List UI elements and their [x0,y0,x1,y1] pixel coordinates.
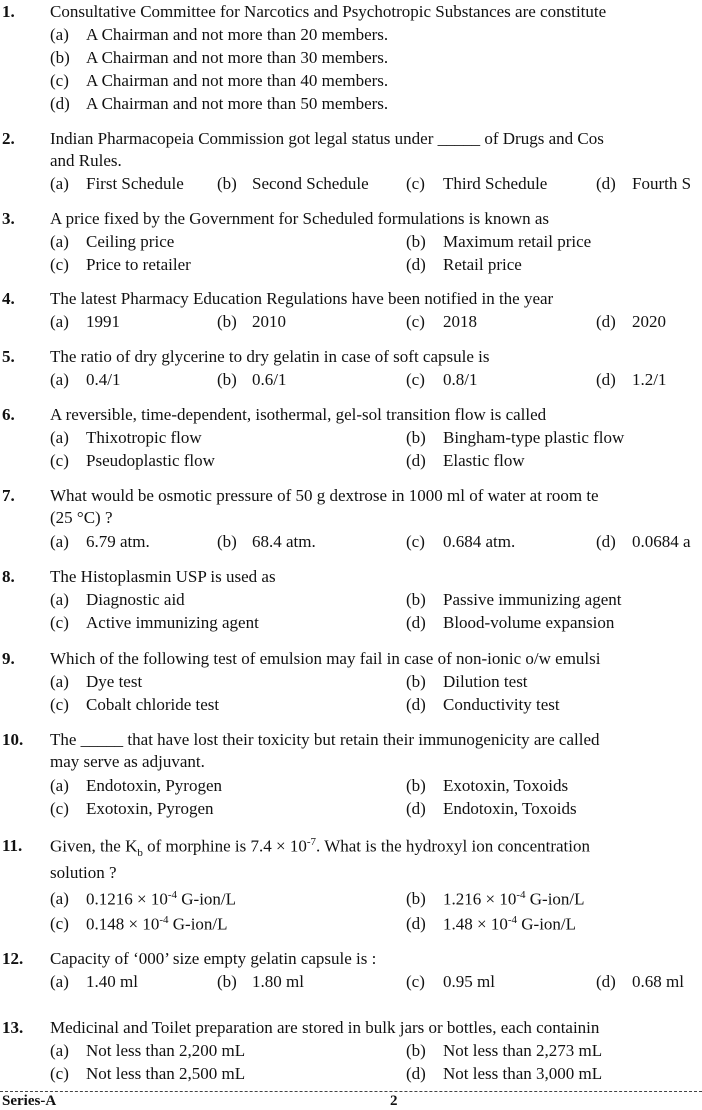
option-text: Conductivity test [443,695,560,714]
option-label: (b) [406,428,426,447]
option-text: 1.40 ml [86,972,138,991]
option-label: (b) [50,48,70,67]
option-text: Fourth S [632,174,692,193]
option-text: $1.216 \times 10^{-4}$ G-ion/L [443,889,585,909]
option-text: $0.148 \times 10^{-4}$ G-ion/L [86,914,228,934]
option-label: (b) [406,1041,426,1060]
option-label: (a) [50,590,69,609]
option-text: Not less than 2,200 mL [86,1041,246,1060]
option-text: Exotoxin, Toxoids [443,776,569,795]
question-number: 8. [2,567,15,586]
option-text: 2018 [443,312,477,331]
option-label: (d) [406,255,426,274]
option-text: Endotoxin, Toxoids [443,799,577,818]
option-text: Thixotropic flow [86,428,202,447]
option-text: $0.1216 \times 10^{-4}$ G-ion/L [86,889,237,909]
option-label: (b) [406,232,426,251]
option-text: 0.6/1 [252,370,287,389]
option-text: Exotoxin, Pyrogen [86,799,214,818]
option-text: 6.79 atm. [86,532,150,551]
option-text: First Schedule [86,174,184,193]
question-number: 10. [2,730,24,749]
question-stem: Capacity of ‘000’ size empty gelatin capsule is : [50,949,377,968]
option-text: A Chairman and not more than 40 members. [86,71,389,90]
option-text: Endotoxin, Pyrogen [86,776,222,795]
option-text: A Chairman and not more than 20 members. [86,25,389,44]
option-label: (b) [217,370,237,389]
option-label: (a) [50,370,69,389]
option-label: (b) [217,972,237,991]
option-label: (b) [406,889,426,908]
option-text: Cobalt chloride test [86,695,220,714]
question-stem: The _____ that have lost their toxicity but retain their immunogenicity are called [50,730,600,749]
option-label: (d) [406,451,426,470]
option-text: 68.4 atm. [252,532,316,551]
option-label: (a) [50,889,69,908]
option-label: (c) [406,312,425,331]
question-stem: The latest Pharmacy Education Regulations have been notified in the year [50,289,554,308]
option-label: (d) [406,799,426,818]
option-text: Not less than 2,500 mL [86,1064,246,1083]
option-label: (c) [406,532,425,551]
option-text: Dilution test [443,672,528,691]
option-label: (c) [50,451,69,470]
question-stem: The ratio of dry glycerine to dry gelatin in case of soft capsule is [50,347,490,366]
option-label: (b) [217,532,237,551]
option-text: Second Schedule [252,174,369,193]
option-label: (a) [50,312,69,331]
question-number: 2. [2,129,15,148]
option-label: (b) [406,590,426,609]
question-number: 12. [2,949,24,968]
question-number: 1. [2,2,15,21]
option-text: 0.684 atm. [443,532,516,551]
question-stem: Which of the following test of emulsion may fail in case of non-ionic o/w emulsi [50,649,601,668]
option-label: (d) [406,1064,426,1083]
option-label: (c) [406,370,425,389]
page-number: 2 [390,1093,398,1109]
question-stem: Medicinal and Toilet preparation are stored in bulk jars or bottles, each containin [50,1018,600,1037]
option-label: (c) [50,695,69,714]
option-label: (a) [50,428,69,447]
option-label: (d) [596,312,616,331]
question-number: 5. [2,347,15,366]
question-number: 11. [2,836,23,855]
option-text: Passive immunizing agent [443,590,622,609]
option-label: (c) [406,972,425,991]
option-text: 0.0684 a [632,532,691,551]
option-text: 1991 [86,312,120,331]
option-text: Not less than 3,000 mL [443,1064,603,1083]
option-label: (a) [50,672,69,691]
option-text: 0.8/1 [443,370,478,389]
option-label: (d) [406,695,426,714]
question-stem-continued: (25 °C) ? [50,508,113,527]
option-text: Not less than 2,273 mL [443,1041,603,1060]
option-label: (b) [217,174,237,193]
option-label: (a) [50,174,69,193]
option-label: (d) [596,972,616,991]
option-text: Pseudoplastic flow [86,451,215,470]
option-label: (d) [406,914,426,933]
question-number: 7. [2,486,15,505]
option-text: 0.4/1 [86,370,121,389]
option-text: Maximum retail price [443,232,592,251]
option-text: Ceiling price [86,232,175,251]
option-label: (c) [50,613,69,632]
question-stem: Consultative Committee for Narcotics and Psychotropic Substances are constitute [50,2,607,21]
option-label: (b) [406,672,426,691]
option-text: Bingham-type plastic flow [443,428,625,447]
series-label: Series-A [2,1093,57,1109]
question-stem-continued: solution ? [50,863,117,882]
option-label: (c) [50,255,69,274]
option-label: (a) [50,25,69,44]
option-label: (d) [596,370,616,389]
question-number: 4. [2,289,15,308]
option-label: (c) [406,174,425,193]
question-stem-continued: may serve as adjuvant. [50,752,205,771]
option-text: 0.95 ml [443,972,495,991]
option-label: (d) [596,532,616,551]
option-label: (a) [50,1041,69,1060]
question-number: 6. [2,405,15,424]
question-stem: A price fixed by the Government for Scheduled formulations is known as [50,209,550,228]
option-text: Active immunizing agent [86,613,259,632]
footer-divider [0,1091,702,1092]
option-label: (d) [596,174,616,193]
option-text: 2010 [252,312,286,331]
option-text: $1.48 \times 10^{-4}$ G-ion/L [443,914,577,934]
question-stem: A reversible, time-dependent, isothermal, gel-sol transition flow is called [50,405,547,424]
option-label: (a) [50,776,69,795]
option-text: Blood-volume expansion [443,613,615,632]
option-text: 0.68 ml [632,972,684,991]
question-stem: The Histoplasmin USP is used as [50,567,276,586]
option-label: (a) [50,532,69,551]
question-number: 3. [2,209,15,228]
option-label: (d) [406,613,426,632]
option-label: (c) [50,1064,69,1083]
question-number: 13. [2,1018,24,1037]
question-stem-continued: and Rules. [50,151,122,170]
option-text: A Chairman and not more than 50 members. [86,94,389,113]
option-text: 1.2/1 [632,370,667,389]
question-stem: Given, the $K_b$ of morphine is $7.4 \times 10^{-7}$. What is the hydroxyl ion concentration [50,836,590,860]
option-label: (c) [50,799,69,818]
option-label: (b) [406,776,426,795]
option-label: (a) [50,232,69,251]
option-text: Price to retailer [86,255,191,274]
option-label: (a) [50,972,69,991]
question-stem: Indian Pharmacopeia Commission got legal status under _____ of Drugs and Cos [50,129,604,148]
option-text: A Chairman and not more than 30 members. [86,48,389,67]
question-stem: What would be osmotic pressure of 50 g dextrose in 1000 ml of water at room te [50,486,599,505]
option-text: Dye test [86,672,143,691]
option-text: Retail price [443,255,522,274]
question-number: 9. [2,649,15,668]
option-label: (c) [50,914,69,933]
option-text: 2020 [632,312,666,331]
option-label: (d) [50,94,70,113]
option-label: (b) [217,312,237,331]
option-label: (c) [50,71,69,90]
option-text: 1.80 ml [252,972,304,991]
option-text: Elastic flow [443,451,525,470]
option-text: Third Schedule [443,174,548,193]
option-text: Diagnostic aid [86,590,185,609]
